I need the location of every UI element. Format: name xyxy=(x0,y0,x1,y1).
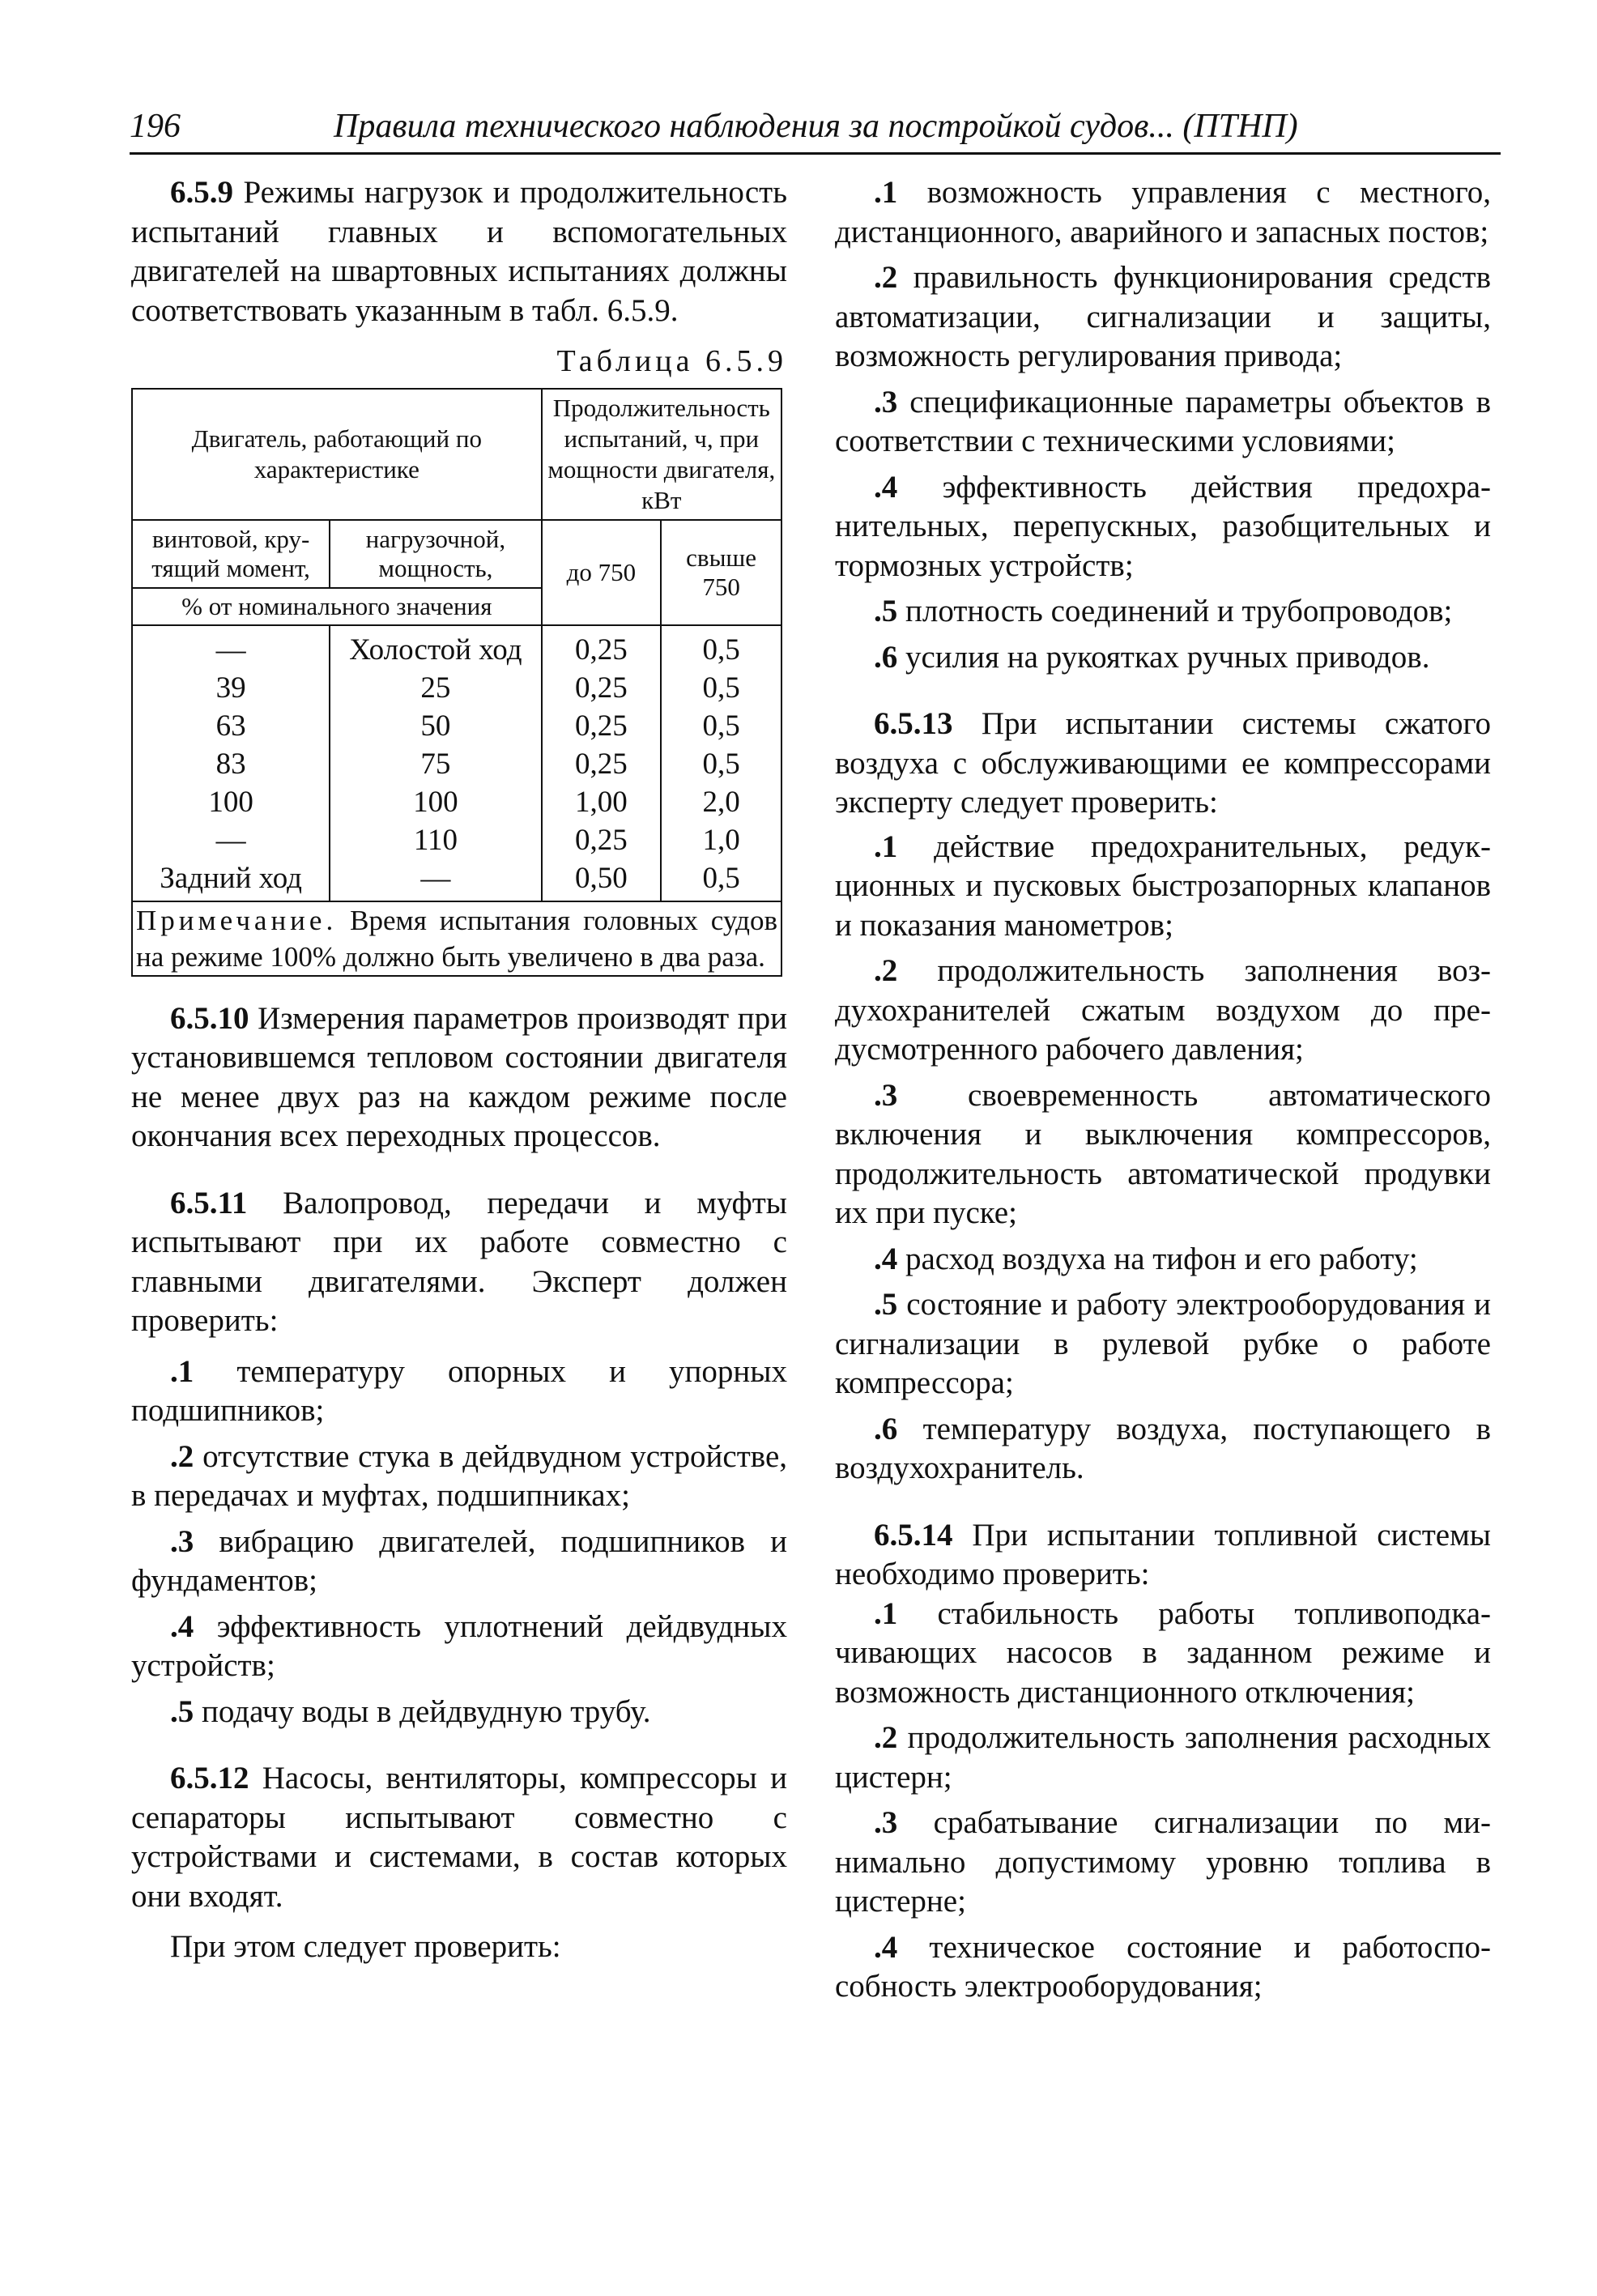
item-number: .6 xyxy=(874,1411,898,1446)
paragraph-6-5-12 xyxy=(131,1759,787,1916)
running-header xyxy=(130,104,1501,155)
table-caption: Таблица 6.5.9 xyxy=(556,344,787,378)
list-item xyxy=(835,1719,1491,1797)
paragraph-text: При испытании системы сжатого воздуха с обслуживающими ее компрессорами эксперту следует проверить: xyxy=(835,706,1491,820)
table-row xyxy=(132,669,781,707)
table-subheader-row xyxy=(132,520,781,588)
list-item xyxy=(835,828,1491,946)
header-load: нагрузочной, мощность, xyxy=(330,520,541,588)
item-text: эффективность уплотнений дейдвудных устройств; xyxy=(131,1608,787,1683)
list-item xyxy=(835,1928,1491,2007)
list-item xyxy=(835,1285,1491,1404)
paragraph-text: Режимы нагрузок и продолжительность испытаний главных и вспомогательных двигателей на швартовных испытаниях должны соответствовать указанным в табл. 6.5.9. xyxy=(131,175,787,328)
table-note-row xyxy=(132,901,781,976)
cell-screw: — xyxy=(132,821,330,859)
table-row xyxy=(132,745,781,783)
item-text: продолжительность заполнения воздухохранителей сжатым воздухом до предусмотренного рабочего давления; xyxy=(835,953,1491,1067)
item-text: спецификационные параметры объектов в соответствии с техническими условиями; xyxy=(835,384,1491,458)
section-number: 6.5.13 xyxy=(874,706,953,741)
item-number: .1 xyxy=(874,829,898,864)
list-item xyxy=(835,258,1491,377)
list-item xyxy=(835,592,1491,632)
table-row xyxy=(132,859,781,901)
list-item xyxy=(835,173,1491,252)
cell-upto-750: 1,00 xyxy=(542,783,662,821)
section-number: 6.5.9 xyxy=(170,175,233,210)
item-number: .3 xyxy=(874,1077,898,1113)
cell-upto-750: 0,25 xyxy=(542,669,662,707)
cell-over-750: 0,5 xyxy=(702,709,740,743)
item-text: отсутствие стука в дейдвудном устройстве, в передачах и муфтах, подшипниках; xyxy=(131,1438,787,1513)
header-upto-750: до 750 xyxy=(542,520,662,625)
item-number: .4 xyxy=(874,469,898,505)
note-label: Примечание. xyxy=(136,904,338,936)
cell-screw: 100 xyxy=(132,783,330,821)
paragraph-6-5-10 xyxy=(131,999,787,1157)
cell-load: 100 xyxy=(330,783,541,821)
list-item xyxy=(131,1352,787,1431)
paragraph-text: При испытании топливной системы необходимо проверить: xyxy=(835,1517,1492,1591)
cell-over-750: 0,5 xyxy=(702,747,740,781)
header-duration: Продолжительность испытаний, ч, при мощности двигателя, кВт xyxy=(542,389,781,520)
cell-screw: — xyxy=(132,625,330,669)
item-text: вибрацию двигателей, подшипников и фундаментов; xyxy=(131,1523,787,1598)
list-item xyxy=(835,1804,1491,1922)
item-text: срабатывание сигнализации по минимально допустимому уровню топлива в цистерне; xyxy=(835,1805,1491,1919)
cell-screw: 83 xyxy=(132,745,330,783)
item-number: .1 xyxy=(874,175,898,210)
list-item xyxy=(835,1240,1491,1280)
paragraph-6-5-13 xyxy=(835,705,1491,823)
item-text: действие предохранительных, редукционных и пусковых быстрозапорных клапанов и показания манометров; xyxy=(835,829,1491,943)
cell-upto-750: 0,25 xyxy=(542,625,662,669)
item-text: состояние и работу электрооборудования и сигнализации в рулевой рубке о работе компрессора; xyxy=(835,1287,1492,1400)
cell-load: — xyxy=(330,859,541,901)
item-text: своевременность автоматического включения и выключения компрессоров, продолжительность автоматической продувки их при пуске; xyxy=(835,1077,1491,1230)
cell-load: 75 xyxy=(330,745,541,783)
item-number: .1 xyxy=(170,1353,194,1389)
item-number: .4 xyxy=(874,1241,898,1276)
table-row xyxy=(132,625,781,669)
item-text: плотность соединений и трубопроводов; xyxy=(905,594,1453,628)
running-title: Правила технического наблюдения за постройкой судов... (ПТНП) xyxy=(334,108,1298,145)
item-number: .5 xyxy=(874,1287,898,1322)
section-number: 6.5.10 xyxy=(170,1000,249,1036)
item-number: .5 xyxy=(170,1693,194,1729)
header-engine: Двигатель, работающий по характеристике xyxy=(132,389,542,520)
item-text: техническое состояние и работоспособность электрооборудования; xyxy=(835,1929,1492,2004)
item-number: .6 xyxy=(874,639,898,675)
item-number: .3 xyxy=(874,384,898,420)
cell-upto-750: 0,25 xyxy=(542,745,662,783)
cell-over-750: 1,0 xyxy=(702,823,740,857)
paragraph-6-5-11 xyxy=(131,1184,787,1341)
item-number: .4 xyxy=(874,1929,898,1965)
table-6-5-9 xyxy=(131,388,782,977)
table-row xyxy=(132,821,781,859)
right-column xyxy=(835,173,1491,2013)
list-item xyxy=(131,1523,787,1601)
cell-screw: 39 xyxy=(132,669,330,707)
item-number: .2 xyxy=(874,1720,898,1755)
item-number: .4 xyxy=(170,1608,194,1644)
item-number: .2 xyxy=(874,953,898,988)
item-number: .1 xyxy=(874,1595,898,1631)
left-column xyxy=(131,173,787,1967)
item-text: температуру воздуха, поступающего в воздухохранитель. xyxy=(835,1411,1492,1485)
list-item xyxy=(131,1608,787,1686)
list-item xyxy=(131,1693,787,1732)
item-text: эффективность действия предохранительных, перепускных, разобщительных и тормозных устройств; xyxy=(835,469,1492,583)
table-header-row xyxy=(132,389,781,520)
item-text: подачу воды в дейдвудную трубу. xyxy=(202,1693,651,1729)
cell-over-750: 2,0 xyxy=(702,785,740,819)
item-number: .5 xyxy=(874,594,898,628)
table-note xyxy=(132,901,781,976)
cell-load: 50 xyxy=(330,707,541,745)
paragraph-text: Измерения параметров производят при установившемся тепловом состоянии двигателя не менее двух раз на каждом режиме после окончания всех переходных процессов. xyxy=(131,1000,788,1153)
item-text: продолжительность заполнения расходных цистерн; xyxy=(835,1720,1491,1795)
list-item xyxy=(835,1595,1491,1713)
paragraph-6-5-14 xyxy=(835,1516,1491,1595)
item-number: .2 xyxy=(874,260,898,295)
note-text: Время испытания головных судов на режиме 100% должно быть увеличено в два раза. xyxy=(136,904,777,973)
paragraph-text: Валопровод, передачи и муфты испытывают при их работе совместно с главными двигателями. Эксперт должен проверить: xyxy=(131,1185,787,1338)
item-text: температуру опорных и упорных подшипников; xyxy=(131,1353,788,1428)
cell-load: Холостой ход xyxy=(330,625,541,669)
cell-over-750: 0,5 xyxy=(702,861,740,895)
cell-upto-750: 0,25 xyxy=(542,707,662,745)
cell-load: 25 xyxy=(330,669,541,707)
cell-screw: Задний ход xyxy=(132,859,330,901)
table-row xyxy=(132,783,781,821)
list-item xyxy=(835,952,1491,1070)
list-item xyxy=(835,638,1491,678)
cell-upto-750: 0,50 xyxy=(542,859,662,901)
header-over-750: свыше 750 xyxy=(661,520,781,625)
section-number: 6.5.14 xyxy=(874,1517,953,1553)
cell-load: 110 xyxy=(330,821,541,859)
item-text: возможность управления с местного, дистанционного, аварийного и запасных постов; xyxy=(835,175,1491,249)
table-row xyxy=(132,707,781,745)
header-screw: винтовой, крутящий момент, xyxy=(132,520,330,588)
paragraph-6-5-9 xyxy=(131,173,787,330)
page-number: 196 xyxy=(130,108,181,145)
paragraph-text: Насосы, вентиляторы, компрессоры и сепараторы испытывают совместно с устройствами и системами, в состав которых они входят. xyxy=(131,1761,787,1914)
item-text: усилия на рукоятках ручных приводов. xyxy=(905,639,1430,675)
item-number: .3 xyxy=(170,1523,194,1559)
item-text: стабильность работы топливоподкачивающих насосов в заданном режиме и возможность дистанционного отключения; xyxy=(835,1595,1492,1710)
list-item xyxy=(835,468,1491,586)
section-number: 6.5.11 xyxy=(170,1185,248,1220)
cell-upto-750: 0,25 xyxy=(542,821,662,859)
item-text: правильность функционирования средств автоматизации, сигнализации и защиты, возможность регулирования привода; xyxy=(835,260,1491,373)
header-percent-nominal: % от номинального значения xyxy=(132,588,542,625)
list-item xyxy=(835,1076,1491,1233)
cell-screw: 63 xyxy=(132,707,330,745)
item-text: расход воздуха на тифон и его работу; xyxy=(905,1241,1418,1276)
list-item xyxy=(835,383,1491,462)
list-item xyxy=(835,1410,1491,1489)
list-item xyxy=(131,1438,787,1516)
paragraph-continuation: При этом следует проверить: xyxy=(170,1929,561,1964)
cell-over-750: 0,5 xyxy=(702,671,740,705)
item-number: .3 xyxy=(874,1805,898,1840)
cell-over-750: 0,5 xyxy=(702,633,740,667)
section-number: 6.5.12 xyxy=(170,1761,249,1795)
item-number: .2 xyxy=(170,1438,194,1474)
